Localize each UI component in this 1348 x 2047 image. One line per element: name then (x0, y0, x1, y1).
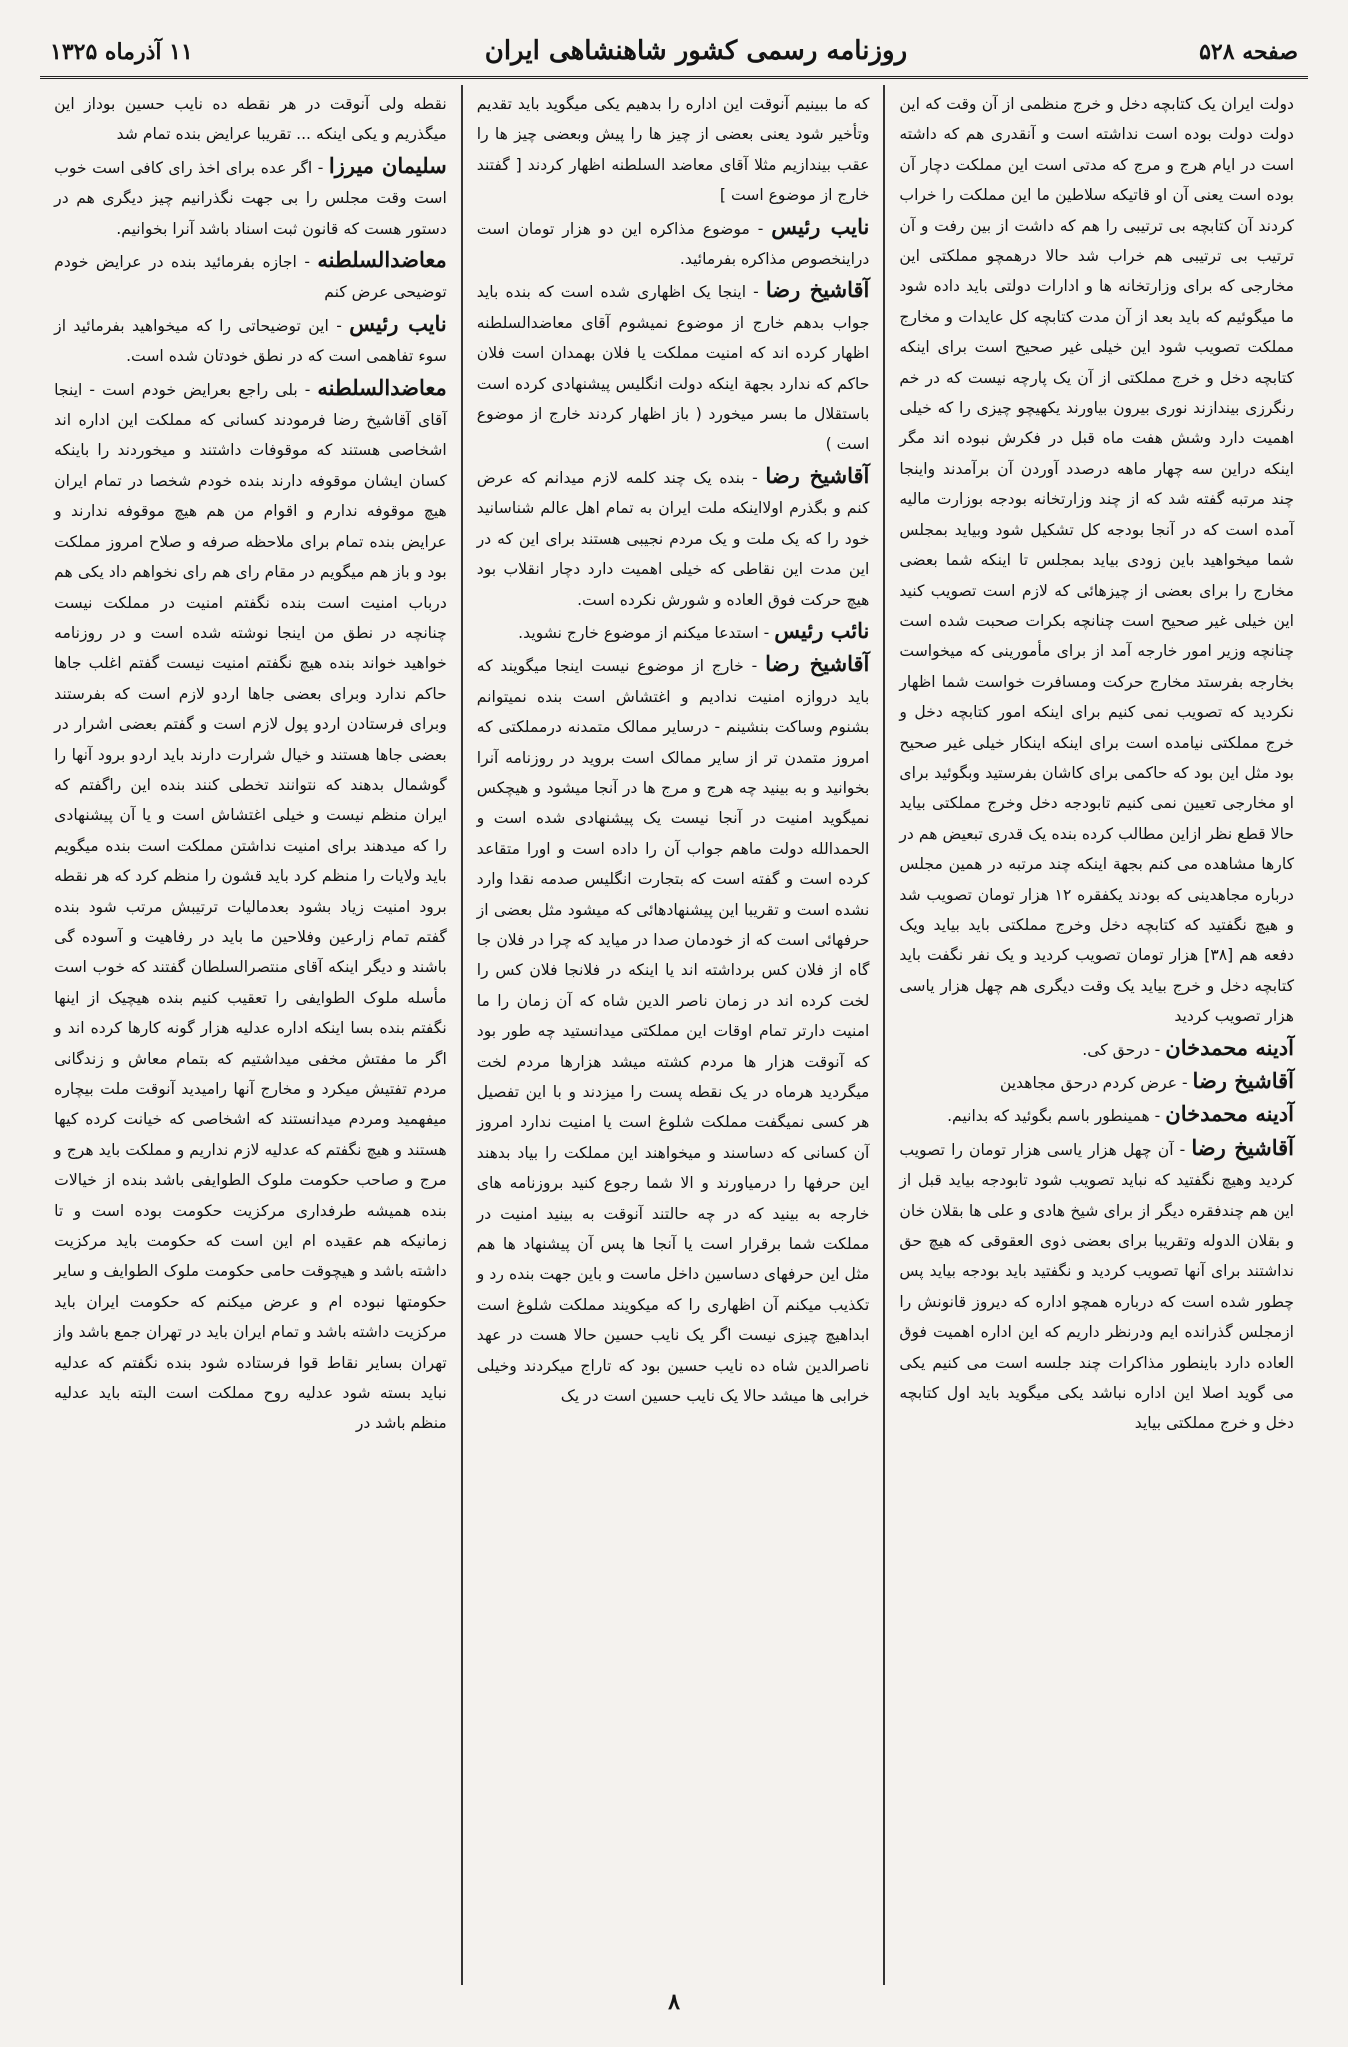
paragraph (54, 245, 447, 308)
issue-date: ۱۱ آذرماه ۱۳۲۵ (50, 39, 193, 65)
speaker-name: آقاشیخ رضا (1192, 1068, 1294, 1093)
paragraph (477, 275, 870, 459)
speaker-name: آدینه محمدخان (1165, 1034, 1294, 1060)
paragraph-text: - بنده یک چند کلمه لازم میدانم که عرض کنم و بگذرم اولااینکه ملت ایران به تمام اهل عالم شناسانید خود را که یک ملت و یک مردم نجیبی هستند برای این که در این مدت این نقاطی که خیلی اهمیت دارد دچار انقلاب بود هیچ حرکت فوق العاده و شورش نکرده است. (476, 468, 870, 609)
column-left (40, 85, 463, 1985)
page-number-header: صفحه ۵۲۸ (1199, 39, 1298, 65)
speaker-name: آقاشیخ رضا (765, 277, 870, 303)
paragraph (477, 89, 870, 211)
speaker-name: نایب رئیس (349, 310, 447, 336)
paragraph-text: - درحق کی. (1082, 1040, 1161, 1059)
paragraph-text: - بلی راجع بعرایض خودم است - اینجا آقای آقاشیخ رضا فرمودند کسانی که مملکت این اداره اند اشخاصی هستند که موقوفات داشتند و میخوردند را باینکه کسان ایشان موقوفه دارند بنده خودم شخصا در تمام ایران هیچ موقوفه ندارم و اقوام من هم هیچ موقوفه ندارند و عرایض بنده تمام برای ملاحظه صرفه و صلاح امروز مملکت بود و باز هم میگویم در مقام رای هم رای نخواهم داد یکی هم درباب امنیت است بنده نگفتم امنیت در مملکت نیست چنانچه در نطق من اینجا نوشته شده است و در روزنامه خواهید خواند بنده هیچ نگفتم امنیت نیست گفتم اغلب جاها حاکم ندارد وبرای بعضی جاها اردو لازم است که بفرستند وبرای فرستادن اردو پول لازم است و گفتم بعضی اشرار در بعضی جاها هستند و خیال شرارت دارند باید اردو برود آنها را گوشمال بدهند که نتوانند تخطی کنند بنده این راگفتم که ایران منظم نیست و خیلی اغتشاش است و یا آن پیشنهادی را که میدهند برای امنیت نداشتن مملکت است بنده میگویم باید ولایات را منظم کرد باید قشون را منظم کرد که هر نقطه برود امنیت زیاد بشود بعدمالیات ترتیبش مرتب شود بنده گفتم تمام زارعین وفلاحین ما باید در رفاهیت و آسوده گی باشند و دیگر اینکه آقای منتصرالسلطان گفتند که خوب است مأسله ملوک الطوایفی را تعقیب کنیم بنده هیچیک از اینها نگفتم بنده بسا اینکه اداره عدلیه هزار گونه کارها کرده اند و اگر ما مفتش مخفی میداشتیم که بتمام معاش و زندگانی مردم تفتیش میکرد و مخارج آنها رامیدید آنوقت ملت بیچاره میفهمید ومردم میدانستند که اشخاصی که خیانت کرده کیها هستند و هیچ نگفتم که عدلیه لازم نداریم و مملکت باید هرج و مرج و صاحب حکومت ملوک الطوایفی باشد بنده از خیالات بنده همیشه طرفداری مرکزیت حکومت بوده است و تا زمانیکه هم عقیده ام این است که حکومت باید مرکزیت داشته باشد و هیچوقت حامی حکومت ملوک الطوایف و سایر حکومتها نبوده ام و عرض میکنم که حکومت ایران باید مرکزیت داشته باشد و تمام ایران باید در تهران جمع باشد واز تهران بسایر نقاط قوا فرستاده شود بنده نگفتم که عدلیه نباید بسته شود عدلیه روح مملکت است البته باید عدلیه منظم باشد در (54, 380, 447, 1433)
speaker-name: آدینه محمدخان (1165, 1101, 1294, 1127)
paragraph-text: که ما ببینیم آنوقت این اداره را بدهیم یکی میگوید باید تقدیم وتأخیر شود یعنی بعضی از چیز ها را پیش وبعضی چیز ها را عقب بیندازیم مثلا آقای معاضد السلطنه اظهار کردند [ گفتند خارج از موضوع است ] (476, 95, 870, 205)
paragraph (899, 1133, 1294, 1439)
paragraph-text: - آن چهل هزار یاسی هزار تومان را تصویب کردید وهیچ نگفتید که نباید تصویب شود تابودجه بیاید قبل از این هم چندفقره دیگر از برای شیخ هادی و علی ها بقلان خان و بقلان الدوله وتقریبا برای بعضی ذوی العقوقی که هیچ حق نداشتند برای آنها تصویب کردید و نگفتید باید بودجه بیاید پس چطور شده است که درباره همچو اداره که دیروز قانونش را ازمجلس گذرانده ایم ودرنظر داریم که این اداره اهمیت فوق العاده دارد باینطور مذاکرات چند جلسه است می کنیم یکی می گوید اصلا این اداره نباشد یکی میگوید باید اول کتابچه دخل و خرج مملکتی بیاید (899, 1140, 1294, 1433)
column-middle (463, 85, 886, 1985)
paragraph-text: - اجازه بفرمائید بنده در عرایض خودم توضیحی عرض کنم (54, 253, 447, 302)
paragraph (899, 1099, 1294, 1131)
speaker-name: معاضدالسلطنه (317, 247, 447, 273)
column-right (885, 85, 1308, 1985)
paragraph (54, 151, 447, 244)
paragraph (899, 1066, 1294, 1098)
paragraph-text: - عرض کردم درحق مجاهدین (999, 1074, 1188, 1092)
speaker-name: آقاشیخ رضا (765, 651, 870, 677)
paragraph-text: - اینجا یک اظهاری شده است که بنده باید جواب بدهم خارج از موضوع نمیشوم آقای معاضدالسلطنه اظهار کرده اند که امنیت مملکت یا فلان بهمدان است فلان حاکم که ندارد بجهة اینکه دولت انگلیس پیشنهادی کرده است باستقلال ما بسر میخورد ( باز اظهار کردند خارج از موضوع است ) (476, 283, 870, 454)
paragraph (477, 649, 870, 1411)
paragraph-text: نقطه ولی آنوقت در هر نقطه ده نایب حسین بوداز این میگذریم و یکی اینکه ... تقریبا عرایض بنده تمام شد (54, 95, 447, 144)
paragraph-text: دولت ایران یک کتابچه دخل و خرج منظمی از آن وقت که این دولت دولت بوده است نداشته است و آنقدری هم که داشته است در ایام هرج و مرج که مدتی است این مملکت دچار آن بوده است یعنی آن او قاتیکه سلاطین ما این مملکت را خراب کردند آن کتابچه بی ترتیبی را هم که داشت از بین رفت و آن ترتیب بی ترتیبی هم خراب شد حالا درهمچو مملکتی این مخارجی که برای وزارتخانه ها و ادارات دولتی باید داده شود ما میگوئیم که باید بعد از آن مدت کتابچه کل عایدات و مخارج مملکت تصویب شود این خیلی غیر صحیح است برای اینکه کتابچه دخل و خرج مملکتی از آن یک پارچه نیست که در خم رنگرزی بیندازند نوری بیرون بیاورند یکهیچو چیزی را که خیلی اهمیت دارد وشش هفت ماه قبل در فکرش نبوده اند مگر اینکه دراین سه چهار ماهه درصدد آوردن آن برآمدند واینجا چند مرتبه گفته شد که از چند وزارتخانه بودجه بوزارت مالیه آمده است که در آنجا بودجه کل تشکیل شود وبیاید بمجلس شما میخواهید باین زودی بیاید بمجلس تا اینکه شما بعضی مخارج را برای بعضی از چیزهائی که لازم است تصویب کنید این خیلی غیر صحیح است چنانچه بکرات صحبت شده است چنانچه وزیر امور خارجه آمد از برای مأمورینی که میخواست بخارجه بفرستد مخارج حرکت ومسافرت خواست شما اظهار نکردید که تصویب نمی کنیم برای اینکه امور کتابچه دخل و خرج مملکتی نیامده است برای اینکه اینکار خیلی غیر صحیح بود مثل این بود که حاکمی برای کاشان بفرستید وبگوئید برای او مخارجی تعیین نمی کنیم تابودجه دخل وخرج مملکتی بیاید حالا قطع نظر ازاین مطالب کرده بنده یک قدری تبعیض هم در کارها مشاهده می کنم بجهة اینکه چند مرتبه در همین مجلس درباره مجاهدینی که بودند یکفقره ۱۲ هزار تومان تصویب شد و هیچ نگفتید که کتابچه دخل وخرج مملکتی باید بیاید ویک دفعه هم [۳۸] هزار تومان تصویب کردید و یک نفر نگفت باید کتابچه دخل و خرج بیاید یک وقت دیگری هم چهل هزار یاسی هزار تصویب کردید (899, 95, 1294, 1026)
paragraph-text: - اگر عده برای اخذ رای کافی است خوب است وقت مجلس را بی جهت نگذرانیم چیز دیگری هم در دستور هست که قانون ثبت اسناد باشد آنرا بخوانیم. (54, 158, 447, 238)
page-footer-number: ۸ (668, 1989, 680, 2015)
paragraph (899, 89, 1294, 1032)
speaker-name: سلیمان میرزا (328, 152, 447, 178)
paragraph-text: - موضوع مذاکره این دو هزار تومان است دراینخصوص مذاکره بفرمائید. (476, 219, 870, 269)
paragraph (477, 616, 870, 648)
paragraph-text: - استدعا میکنم از موضوع خارج نشوید. (518, 623, 770, 642)
speaker-name: معاضدالسلطنه (317, 374, 447, 400)
speaker-name: نایب رئیس (771, 213, 870, 239)
paragraph-text: - همینطور باسم بگوئید که بدانیم. (947, 1107, 1161, 1126)
paragraph-text: - خارج از موضوع نیست اینجا میگویند که باید دروازه امنیت ندادیم و اغتشاش است بنده نمیتوانم بشنوم وساکت بنشینم - درسایر ممالک متمدنه درمملکتی که امروز متمدن تر از سایر ممالک است بروید در روزنامه آنرا بخوانید و به بینید چه هرج و مرج ها در آنجا میشود و هیچکس نمیگوید امنیت در آنجا نیست یک پیشنهادی شده است و الحمدالله دولت ماهم جواب آن را داده است و اورا متقاعد کرده است و گفته است که بتجارت انگلیس صدمه نقدا وارد نشده است و تقریبا این پیشنهادهائی که میشود مثل بعضی از حرفهائی است که از خودمان صدا در میاید که چرا در فلان جا گاه از فلان کس برداشته اند یا اینکه در فلانجا فلان کس را لخت کرده اند در زمان ناصر الدین شاه که آن زمان را ما امنیت دارتر تمام اوقات این مملکتی میدانستید چه طور بود که آنوقت هزار ها مردم کشته میشد هزارها مردم لخت میگردید هرماه در یک نقطه پست را میزدند و با این تفصیل هر کسی نمیگفت مملکت شلوغ است یا امنیت ندارد امروز آن کسانی که دساسند و میخواهند این مملکت را بیاد بدهند این حرفها را درمیاورند و الا شما رجوع کنید بروزنامه های خارجه به بینید که در چه حالتند آنوقت به بینید امنیت در مملکت شما برقرار است یا آنجا ها پس آن پیشنهاد ها هم مثل این حرفهای دساسین داخل ماست و باین جهت بنده رد و تکذیب میکنم آن اظهاری را که میکویند مملکت شلوغ است ابداهیچ چیزی نیست اگر یک نایب حسین حالا هست در عهد ناصرالدین شاه ده نایب حسین بود که تاراج میکردند وخیلی خرابی ها میشد حالا یک نایب حسین است در یک (476, 657, 870, 1406)
speaker-name: نائب رئیس (774, 617, 870, 643)
paragraph (54, 373, 447, 1439)
paragraph (54, 309, 447, 372)
paragraph (899, 1033, 1294, 1065)
paragraph (477, 461, 870, 615)
paragraph-text: - این توضیحاتی را که میخواهید بفرمائید از سوء تفاهمی است که در نطق خودتان شده است. (54, 316, 447, 366)
paragraph (477, 212, 870, 275)
text-columns (40, 85, 1308, 1985)
speaker-name: آقاشیخ رضا (1191, 1134, 1294, 1160)
newspaper-title: روزنامه رسمی کشور شاهنشاهی ایران (484, 36, 908, 66)
paragraph (54, 89, 447, 150)
page-header (40, 28, 1308, 79)
speaker-name: آقاشیخ رضا (765, 462, 870, 488)
